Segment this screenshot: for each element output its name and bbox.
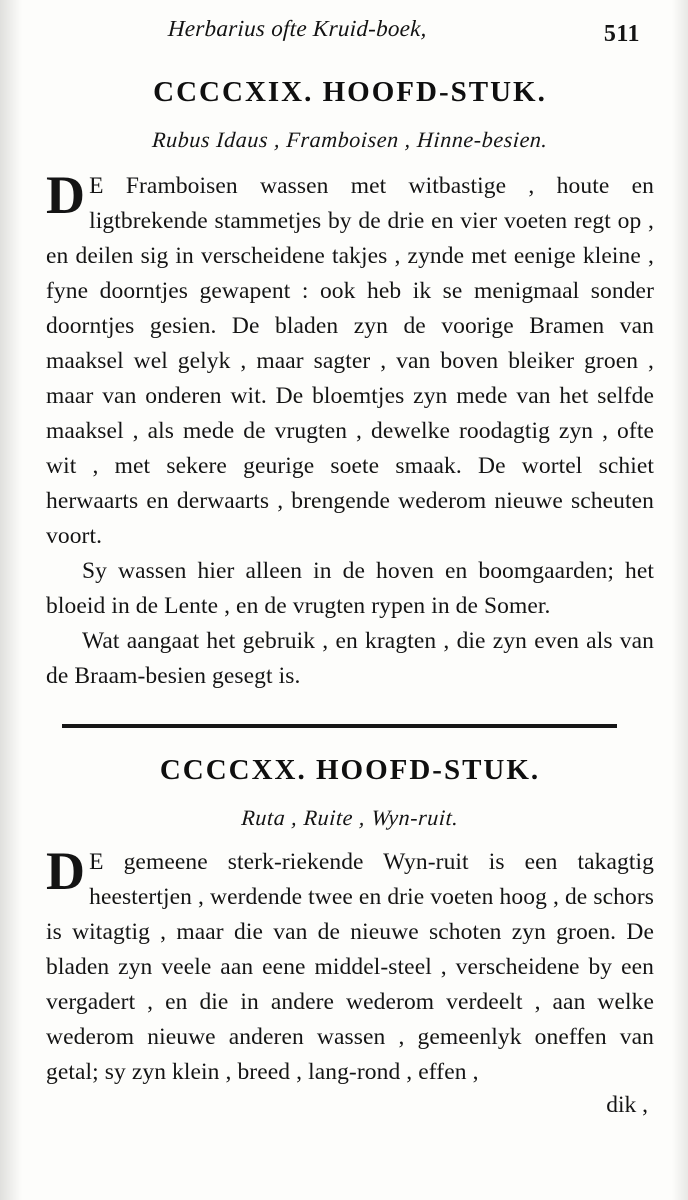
- running-head: [46, 16, 654, 50]
- chapter-body: [46, 165, 654, 694]
- paragraph: [46, 841, 654, 1090]
- chapter-subtitle: Ruta , Ruite , Wyn-ruit.: [240, 805, 460, 830]
- page-number: 511: [603, 21, 640, 47]
- catchword: dik ,: [606, 1092, 648, 1118]
- chapter-body: [46, 841, 654, 1090]
- paragraph-text: E Framboisen wassen met witbastige , houte en ligtbrekende stammetjes by de drie en vier voeten regt op , en deilen sig in verscheidene takjes , zynde met eenige kleine , fyne doorntjes gewapent : ook heb ik se menigmaal sonder doorntjes gesien. De bladen zyn de voorige Bramen van maaksel wel gelyk , maar sagter , van boven bleiker groen , maar van onderen wit. De bloemtjes zyn mede van het selfde maaksel , als mede de vrugten , dewelke roodagtig zyn , ofte wit , met sekere geurige soete smaak. De wortel schiet herwaarts en derwaarts , brengende wederom nieuwe scheuten voort.: [46, 173, 654, 549]
- chapter-subtitle: Rubus Idaus , Framboisen , Hinne-besien.: [151, 127, 549, 152]
- chapter-title: CCCCXIX. HOOFD-STUK.: [153, 76, 547, 108]
- paragraph-text: E gemeene sterk-riekende Wyn-ruit is een takagtig heestertjen , werdende twee en drie voeten hoog , de schors is witagtig , maar die van de nieuwe schoten zyn groen. De bladen zyn veele aan eene middel-steel , verscheidene by een vergadert , en die in andere wederom verdeelt , aan welke wederom nieuwe anderen wassen , gemeenlyk oneffen van getal; sy zyn klein , breed , lang-rond , effen ,: [46, 849, 654, 1085]
- chapter-title: CCCCXX. HOOFD-STUK.: [159, 754, 541, 786]
- paragraph: Wat aangaat het gebruik , en kragten , die zyn even als van de Braam-besien gesegt is.: [46, 628, 654, 689]
- drop-cap: D: [46, 165, 86, 225]
- paragraph: Sy wassen hier alleen in de hoven en boomgaarden; het bloeid in de Lente , en de vrugten rypen in de Somer.: [46, 558, 654, 619]
- chapter-section-420: [46, 754, 654, 1119]
- paragraph: [46, 165, 654, 554]
- section-divider: [62, 724, 617, 728]
- drop-cap: D: [46, 841, 86, 901]
- chapter-section-419: [46, 76, 654, 694]
- running-head-title: Herbarius ofte Kruid-boek,: [167, 16, 428, 41]
